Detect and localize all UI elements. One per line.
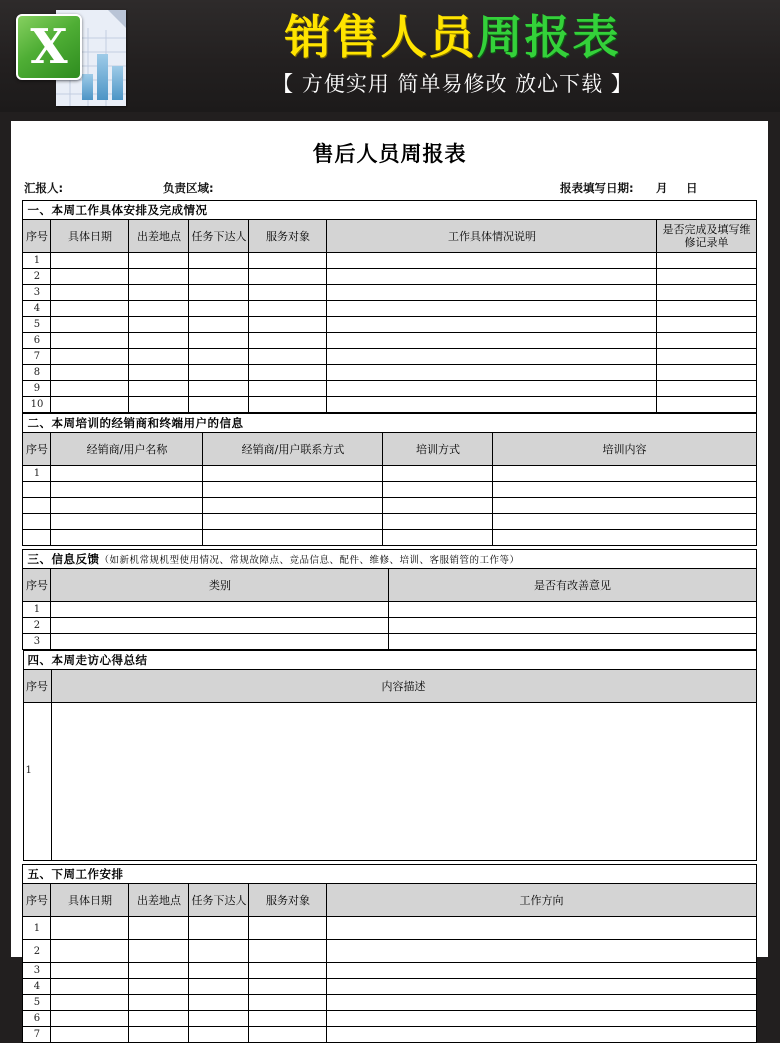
page-title: 售后人员周报表 bbox=[312, 141, 467, 166]
row-index: 4 bbox=[23, 301, 51, 317]
table-row[interactable] bbox=[23, 703, 756, 861]
row-index: 8 bbox=[23, 365, 51, 381]
col-date: 具体日期 bbox=[51, 220, 129, 253]
cell-assigner[interactable] bbox=[189, 1027, 249, 1043]
table-row[interactable] bbox=[23, 301, 756, 317]
row-index: 6 bbox=[23, 333, 51, 349]
section-3-heading-cell bbox=[23, 550, 756, 569]
banner-title-primary: 销售人员 bbox=[284, 10, 477, 64]
cell-completion[interactable] bbox=[657, 285, 756, 301]
section-1-header-row bbox=[23, 220, 756, 253]
cell-date[interactable] bbox=[51, 365, 129, 381]
cell-completion[interactable] bbox=[657, 269, 756, 285]
cell-work-direction[interactable] bbox=[327, 979, 756, 995]
excel-x-badge-icon bbox=[16, 14, 82, 80]
cell-location[interactable] bbox=[129, 333, 189, 349]
cell-service-target[interactable] bbox=[249, 979, 327, 995]
cell-dealer-name[interactable] bbox=[51, 530, 203, 546]
cell-training-content[interactable] bbox=[493, 482, 756, 498]
cell-work-detail[interactable] bbox=[327, 301, 657, 317]
cell-date[interactable] bbox=[51, 301, 129, 317]
row-index: 5 bbox=[23, 995, 51, 1011]
cell-assigner[interactable] bbox=[189, 253, 249, 269]
cell-assigner[interactable] bbox=[189, 269, 249, 285]
table-row[interactable] bbox=[23, 397, 756, 413]
row-index: 7 bbox=[23, 349, 51, 365]
cell-category[interactable] bbox=[51, 602, 389, 618]
cell-content-description[interactable] bbox=[51, 703, 756, 861]
cell-assigner[interactable] bbox=[189, 285, 249, 301]
row-index: 6 bbox=[23, 1011, 51, 1027]
cell-location[interactable] bbox=[129, 301, 189, 317]
section-4-header-row bbox=[23, 670, 756, 703]
cell-assigner[interactable] bbox=[189, 317, 249, 333]
col-dealer-contact: 经销商/用户联系方式 bbox=[203, 433, 383, 466]
table-row[interactable] bbox=[23, 253, 756, 269]
cell-location[interactable] bbox=[129, 349, 189, 365]
cell-service-target[interactable] bbox=[249, 397, 327, 413]
cell-service-target[interactable] bbox=[249, 1011, 327, 1027]
row-index: 4 bbox=[23, 979, 51, 995]
row-index: 10 bbox=[23, 397, 51, 413]
cell-work-detail[interactable] bbox=[327, 365, 657, 381]
cell-location[interactable] bbox=[129, 940, 189, 963]
svg-text:X: X bbox=[30, 19, 68, 75]
section-1-heading-row bbox=[23, 201, 756, 220]
col-service-target: 服务对象 bbox=[249, 220, 327, 253]
cell-work-detail[interactable] bbox=[327, 269, 657, 285]
cell-location[interactable] bbox=[129, 1027, 189, 1043]
cell-service-target[interactable] bbox=[249, 333, 327, 349]
row-index: 1 bbox=[23, 253, 51, 269]
row-index: 5 bbox=[23, 317, 51, 333]
section-2-header-row bbox=[23, 433, 756, 466]
table-row[interactable] bbox=[23, 466, 756, 482]
section-1-heading: 一、本周工作具体安排及完成情况 bbox=[23, 201, 756, 220]
banner-subtitle: 【 方便实用 简单易修改 放心下载 】 bbox=[272, 72, 633, 96]
section-2-table bbox=[22, 413, 756, 546]
cell-improvement[interactable] bbox=[389, 634, 756, 650]
cell-completion[interactable] bbox=[657, 381, 756, 397]
col-dealer-name: 经销商/用户名称 bbox=[51, 433, 203, 466]
cell-assigner[interactable] bbox=[189, 917, 249, 940]
cell-assigner[interactable] bbox=[189, 333, 249, 349]
cell-improvement[interactable] bbox=[389, 602, 756, 618]
cell-training-content[interactable] bbox=[493, 530, 756, 546]
col-assigner: 任务下达人 bbox=[189, 220, 249, 253]
cell-location[interactable] bbox=[129, 381, 189, 397]
cell-date[interactable] bbox=[51, 317, 129, 333]
cell-completion[interactable] bbox=[657, 333, 756, 349]
section-2-heading-row bbox=[23, 414, 756, 433]
cell-completion[interactable] bbox=[657, 397, 756, 413]
cell-date[interactable] bbox=[51, 963, 129, 979]
section-4-heading-row bbox=[23, 651, 756, 670]
cell-dealer-name[interactable] bbox=[51, 482, 203, 498]
cell-dealer-name[interactable] bbox=[51, 514, 203, 530]
month-unit-label: 月 bbox=[656, 181, 668, 195]
cell-service-target[interactable] bbox=[249, 1027, 327, 1043]
section-3-header-row bbox=[23, 569, 756, 602]
cell-work-detail[interactable] bbox=[327, 253, 657, 269]
bar-chart-icon bbox=[82, 48, 124, 100]
promo-banner bbox=[0, 0, 780, 112]
cell-date[interactable] bbox=[51, 995, 129, 1011]
table-row[interactable] bbox=[23, 317, 756, 333]
row-index: 9 bbox=[23, 381, 51, 397]
cell-date[interactable] bbox=[51, 269, 129, 285]
table-row[interactable] bbox=[23, 995, 756, 1011]
col-work-detail: 工作具体情况说明 bbox=[327, 220, 657, 253]
table-row[interactable] bbox=[23, 498, 756, 514]
section-3-heading-row bbox=[23, 550, 756, 569]
section-5-heading-row bbox=[23, 865, 756, 884]
cell-location[interactable] bbox=[129, 963, 189, 979]
row-index bbox=[23, 498, 51, 514]
cell-service-target[interactable] bbox=[249, 317, 327, 333]
col-work-direction: 工作方向 bbox=[327, 884, 756, 917]
table-row[interactable] bbox=[23, 618, 756, 634]
cell-work-detail[interactable] bbox=[327, 317, 657, 333]
cell-training-method[interactable] bbox=[383, 466, 493, 482]
cell-service-target[interactable] bbox=[249, 349, 327, 365]
col-index: 序号 bbox=[23, 569, 51, 602]
section-4-heading: 四、本周走访心得总结 bbox=[23, 651, 756, 670]
table-row[interactable] bbox=[23, 602, 756, 618]
reporter-label: 汇报人: bbox=[24, 181, 64, 195]
table-row[interactable] bbox=[23, 963, 756, 979]
cell-service-target[interactable] bbox=[249, 301, 327, 317]
banner-title bbox=[130, 8, 775, 66]
table-row[interactable] bbox=[23, 349, 756, 365]
section-3-heading: 三、信息反馈 bbox=[27, 552, 100, 566]
cell-service-target[interactable] bbox=[249, 269, 327, 285]
cell-dealer-contact[interactable] bbox=[203, 514, 383, 530]
cell-location[interactable] bbox=[129, 1011, 189, 1027]
cell-training-content[interactable] bbox=[493, 466, 756, 482]
col-improvement: 是否有改善意见 bbox=[389, 569, 756, 602]
document-meta-row bbox=[11, 180, 768, 200]
row-index: 2 bbox=[23, 940, 51, 963]
row-index: 3 bbox=[23, 285, 51, 301]
cell-service-target[interactable] bbox=[249, 917, 327, 940]
cell-location[interactable] bbox=[129, 285, 189, 301]
region-label: 负责区域: bbox=[163, 181, 214, 195]
banner-title-secondary: 周报表 bbox=[476, 10, 621, 64]
table-row[interactable] bbox=[23, 1027, 756, 1043]
cell-service-target[interactable] bbox=[249, 381, 327, 397]
cell-assigner[interactable] bbox=[189, 301, 249, 317]
row-index: 3 bbox=[23, 634, 51, 650]
cell-service-target[interactable] bbox=[249, 963, 327, 979]
cell-location[interactable] bbox=[129, 397, 189, 413]
cell-location[interactable] bbox=[129, 253, 189, 269]
cell-dealer-contact[interactable] bbox=[203, 482, 383, 498]
row-index: 2 bbox=[23, 269, 51, 285]
col-assigner: 任务下达人 bbox=[189, 884, 249, 917]
cell-dealer-contact[interactable] bbox=[203, 498, 383, 514]
cell-work-direction[interactable] bbox=[327, 995, 756, 1011]
cell-date[interactable] bbox=[51, 397, 129, 413]
cell-assigner[interactable] bbox=[189, 995, 249, 1011]
section-5-header-row bbox=[23, 884, 756, 917]
cell-dealer-name[interactable] bbox=[51, 498, 203, 514]
cell-work-direction[interactable] bbox=[327, 940, 756, 963]
section-5-heading: 五、下周工作安排 bbox=[23, 865, 756, 884]
cell-date[interactable] bbox=[51, 253, 129, 269]
cell-work-detail[interactable] bbox=[327, 349, 657, 365]
cell-location[interactable] bbox=[129, 365, 189, 381]
row-index bbox=[23, 530, 51, 546]
col-location: 出差地点 bbox=[129, 220, 189, 253]
section-2-heading: 二、本周培训的经销商和终端用户的信息 bbox=[23, 414, 756, 433]
cell-assigner[interactable] bbox=[189, 349, 249, 365]
cell-completion[interactable] bbox=[657, 349, 756, 365]
cell-date[interactable] bbox=[51, 285, 129, 301]
section-3-table bbox=[22, 549, 756, 650]
cell-completion[interactable] bbox=[657, 253, 756, 269]
row-index: 1 bbox=[23, 602, 51, 618]
cell-completion[interactable] bbox=[657, 317, 756, 333]
cell-service-target[interactable] bbox=[249, 940, 327, 963]
col-completion: 是否完成及填写维修记录单 bbox=[657, 220, 756, 253]
col-index: 序号 bbox=[23, 433, 51, 466]
cell-work-direction[interactable] bbox=[327, 963, 756, 979]
col-category: 类别 bbox=[51, 569, 389, 602]
col-index: 序号 bbox=[23, 884, 51, 917]
cell-assigner[interactable] bbox=[189, 381, 249, 397]
cell-work-detail[interactable] bbox=[327, 397, 657, 413]
cell-training-method[interactable] bbox=[383, 482, 493, 498]
cell-assigner[interactable] bbox=[189, 963, 249, 979]
cell-dealer-name[interactable] bbox=[51, 466, 203, 482]
cell-work-direction[interactable] bbox=[327, 1027, 756, 1043]
row-index: 7 bbox=[23, 1027, 51, 1043]
cell-category[interactable] bbox=[51, 618, 389, 634]
cell-location[interactable] bbox=[129, 917, 189, 940]
table-row[interactable] bbox=[23, 940, 756, 963]
col-training-method: 培训方式 bbox=[383, 433, 493, 466]
cell-service-target[interactable] bbox=[249, 995, 327, 1011]
page-background bbox=[0, 112, 780, 1040]
table-row[interactable] bbox=[23, 1011, 756, 1027]
section-3-note: （如新机常规机型使用情况、常规故障点、竞品信息、配件、维修、培训、客服销管的工作等） bbox=[99, 555, 520, 566]
section-4-table bbox=[23, 650, 757, 861]
cell-assigner[interactable] bbox=[189, 1011, 249, 1027]
table-row[interactable] bbox=[23, 514, 756, 530]
cell-service-target[interactable] bbox=[249, 253, 327, 269]
col-service-target: 服务对象 bbox=[249, 884, 327, 917]
table-row[interactable] bbox=[23, 381, 756, 397]
cell-assigner[interactable] bbox=[189, 397, 249, 413]
table-row[interactable] bbox=[23, 333, 756, 349]
row-index: 1 bbox=[23, 917, 51, 940]
table-row[interactable] bbox=[23, 530, 756, 546]
row-index: 2 bbox=[23, 618, 51, 634]
cell-date[interactable] bbox=[51, 917, 129, 940]
cell-work-detail[interactable] bbox=[327, 333, 657, 349]
cell-assigner[interactable] bbox=[189, 940, 249, 963]
cell-completion[interactable] bbox=[657, 301, 756, 317]
cell-category[interactable] bbox=[51, 634, 389, 650]
cell-date[interactable] bbox=[51, 1027, 129, 1043]
table-row[interactable] bbox=[23, 285, 756, 301]
cell-dealer-contact[interactable] bbox=[203, 530, 383, 546]
table-row[interactable] bbox=[23, 482, 756, 498]
col-content-description: 内容描述 bbox=[51, 670, 756, 703]
cell-work-direction[interactable] bbox=[327, 917, 756, 940]
cell-date[interactable] bbox=[51, 940, 129, 963]
col-index: 序号 bbox=[23, 670, 51, 703]
table-row[interactable] bbox=[23, 365, 756, 381]
cell-work-detail[interactable] bbox=[327, 285, 657, 301]
col-location: 出差地点 bbox=[129, 884, 189, 917]
cell-training-method[interactable] bbox=[383, 530, 493, 546]
cell-assigner[interactable] bbox=[189, 365, 249, 381]
section-5-table bbox=[22, 864, 756, 1043]
row-index bbox=[23, 482, 51, 498]
cell-training-content[interactable] bbox=[493, 498, 756, 514]
col-index: 序号 bbox=[23, 220, 51, 253]
cell-dealer-contact[interactable] bbox=[203, 466, 383, 482]
cell-date[interactable] bbox=[51, 333, 129, 349]
cell-location[interactable] bbox=[129, 979, 189, 995]
cell-training-method[interactable] bbox=[383, 498, 493, 514]
cell-work-detail[interactable] bbox=[327, 381, 657, 397]
row-index: 1 bbox=[23, 466, 51, 482]
letter-x-glyph bbox=[18, 16, 80, 78]
cell-service-target[interactable] bbox=[249, 365, 327, 381]
row-index: 1 bbox=[23, 703, 51, 861]
table-row[interactable] bbox=[23, 634, 756, 650]
excel-file-icon bbox=[8, 2, 126, 110]
cell-date[interactable] bbox=[51, 381, 129, 397]
cell-training-content[interactable] bbox=[493, 514, 756, 530]
table-row[interactable] bbox=[23, 269, 756, 285]
table-row[interactable] bbox=[23, 979, 756, 995]
cell-improvement[interactable] bbox=[389, 618, 756, 634]
cell-location[interactable] bbox=[129, 317, 189, 333]
cell-assigner[interactable] bbox=[189, 979, 249, 995]
cell-date[interactable] bbox=[51, 1011, 129, 1027]
row-index bbox=[23, 514, 51, 530]
cell-date[interactable] bbox=[51, 979, 129, 995]
table-row[interactable] bbox=[23, 917, 756, 940]
col-date: 具体日期 bbox=[51, 884, 129, 917]
day-unit-label: 日 bbox=[686, 181, 698, 195]
cell-location[interactable] bbox=[129, 995, 189, 1011]
cell-location[interactable] bbox=[129, 269, 189, 285]
cell-work-direction[interactable] bbox=[327, 1011, 756, 1027]
cell-date[interactable] bbox=[51, 349, 129, 365]
row-index: 3 bbox=[23, 963, 51, 979]
cell-training-method[interactable] bbox=[383, 514, 493, 530]
document-paper bbox=[11, 121, 768, 1040]
cell-service-target[interactable] bbox=[249, 285, 327, 301]
cell-completion[interactable] bbox=[657, 365, 756, 381]
col-training-content: 培训内容 bbox=[493, 433, 756, 466]
report-date-label: 报表填写日期: bbox=[560, 181, 634, 195]
section-1-table bbox=[22, 200, 756, 413]
